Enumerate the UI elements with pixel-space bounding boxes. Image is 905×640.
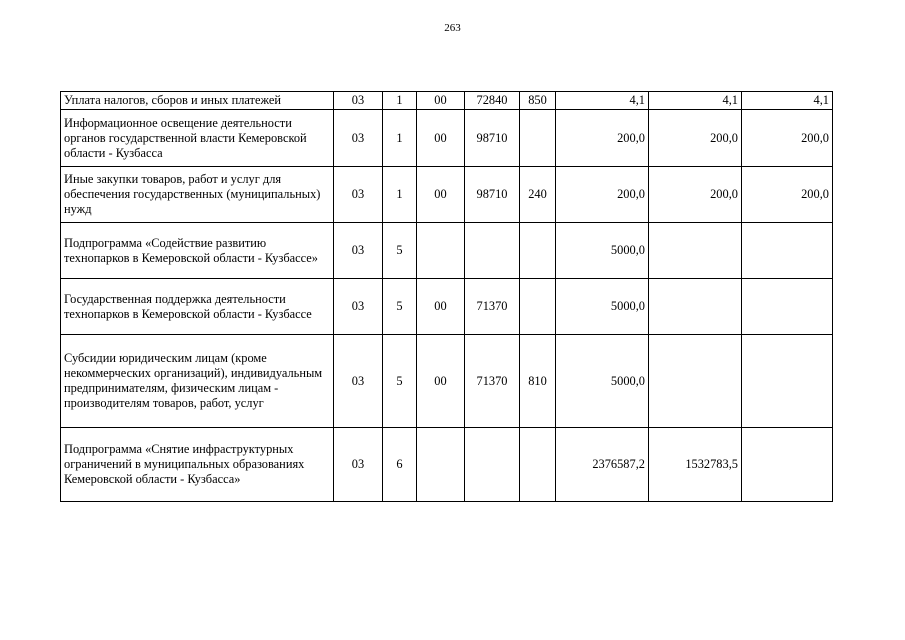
code-expense-type [520, 428, 556, 502]
table-row [61, 92, 833, 110]
code-program: 00 [417, 335, 465, 428]
table-row [61, 110, 833, 167]
page-number: 263 [444, 22, 461, 34]
code-program [417, 223, 465, 279]
amount-year-1: 200,0 [556, 167, 649, 223]
table-row [61, 279, 833, 335]
code-section: 03 [334, 223, 383, 279]
code-subprogram: 1 [383, 167, 417, 223]
amount-year-3 [742, 279, 833, 335]
table-row [61, 167, 833, 223]
amount-year-2 [649, 335, 742, 428]
amount-year-2: 4,1 [649, 92, 742, 110]
amount-year-1: 200,0 [556, 110, 649, 167]
code-section: 03 [334, 428, 383, 502]
row-name: Субсидии юридическим лицам (кроме некоммерческих организаций), индивидуальным предпринимателям, физическим лицам - производителям товаров, работ, услуг [61, 335, 334, 428]
code-expense-type [520, 110, 556, 167]
budget-table [60, 91, 833, 502]
amount-year-3: 200,0 [742, 110, 833, 167]
code-section: 03 [334, 335, 383, 428]
row-name: Подпрограмма «Снятие инфраструктурных ограничений в муниципальных образованиях Кемеровской области - Кузбасса» [61, 428, 334, 502]
code-subprogram: 5 [383, 335, 417, 428]
code-program: 00 [417, 110, 465, 167]
amount-year-2: 200,0 [649, 110, 742, 167]
code-subprogram: 6 [383, 428, 417, 502]
code-subprogram: 5 [383, 223, 417, 279]
amount-year-1: 5000,0 [556, 223, 649, 279]
amount-year-2: 200,0 [649, 167, 742, 223]
table-row [61, 428, 833, 502]
code-direction: 98710 [465, 167, 520, 223]
code-subprogram: 1 [383, 110, 417, 167]
amount-year-1: 5000,0 [556, 335, 649, 428]
amount-year-2 [649, 223, 742, 279]
code-direction [465, 223, 520, 279]
row-name: Иные закупки товаров, работ и услуг для обеспечения государственных (муниципальных) нужд [61, 167, 334, 223]
code-section: 03 [334, 167, 383, 223]
table-row [61, 335, 833, 428]
code-expense-type: 810 [520, 335, 556, 428]
code-subprogram: 1 [383, 92, 417, 110]
amount-year-1: 2376587,2 [556, 428, 649, 502]
code-subprogram: 5 [383, 279, 417, 335]
code-expense-type: 240 [520, 167, 556, 223]
code-direction: 72840 [465, 92, 520, 110]
amount-year-1: 4,1 [556, 92, 649, 110]
code-program [417, 428, 465, 502]
amount-year-2: 1532783,5 [649, 428, 742, 502]
row-name: Уплата налогов, сборов и иных платежей [61, 92, 334, 110]
code-expense-type [520, 279, 556, 335]
amount-year-1: 5000,0 [556, 279, 649, 335]
code-program: 00 [417, 279, 465, 335]
code-section: 03 [334, 110, 383, 167]
code-section: 03 [334, 92, 383, 110]
code-direction [465, 428, 520, 502]
row-name: Государственная поддержка деятельности технопарков в Кемеровской области - Кузбассе [61, 279, 334, 335]
amount-year-3 [742, 428, 833, 502]
amount-year-3 [742, 335, 833, 428]
amount-year-3 [742, 223, 833, 279]
amount-year-3: 200,0 [742, 167, 833, 223]
code-direction: 71370 [465, 279, 520, 335]
code-program: 00 [417, 167, 465, 223]
row-name: Подпрограмма «Содействие развитию технопарков в Кемеровской области - Кузбассе» [61, 223, 334, 279]
row-name: Информационное освещение деятельности органов государственной власти Кемеровской области - Кузбасса [61, 110, 334, 167]
code-section: 03 [334, 279, 383, 335]
code-direction: 71370 [465, 335, 520, 428]
code-expense-type: 850 [520, 92, 556, 110]
code-direction: 98710 [465, 110, 520, 167]
code-expense-type [520, 223, 556, 279]
code-program: 00 [417, 92, 465, 110]
amount-year-2 [649, 279, 742, 335]
amount-year-3: 4,1 [742, 92, 833, 110]
table-row [61, 223, 833, 279]
